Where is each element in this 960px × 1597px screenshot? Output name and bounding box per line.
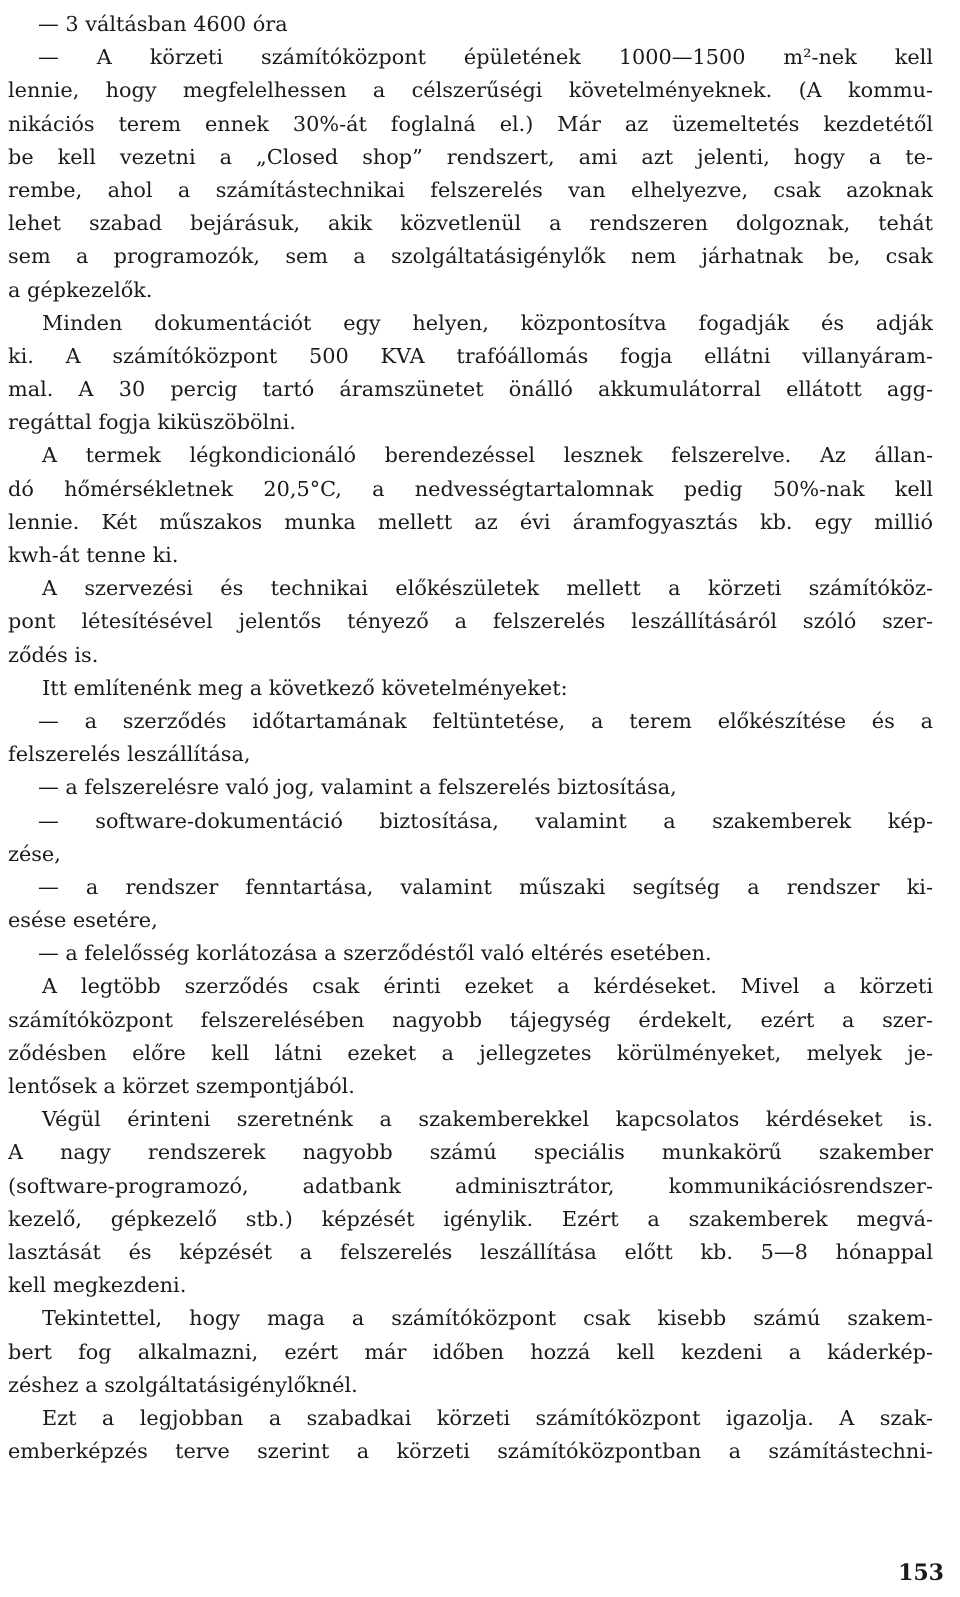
text-line: zéshez a szolgáltatásigénylőknél. — [8, 1372, 358, 1397]
text-line: be kell vezetni a „Closed shop” rendszert, ami azt jelenti, hogy a te- — [8, 144, 933, 169]
document-body — [8, 8, 933, 1468]
text-line: rembe, ahol a számítástechnikai felszerelés van elhelyezve, csak azoknak — [8, 177, 933, 202]
text-line: Itt említenénk meg a következő követelményeket: — [42, 675, 568, 700]
text-line: ződés is. — [8, 642, 99, 667]
text-line: lennie. Két műszakos munka mellett az évi áramfogyasztás kb. egy millió — [8, 509, 933, 534]
text-line: (software-programozó, adatbank adminisztrátor, kommunikációsrendszer- — [8, 1173, 933, 1198]
text-line: — a felszerelésre való jog, valamint a felszerelés biztosítása, — [38, 775, 677, 800]
text-line: A legtöbb szerződés csak érinti ezeket a kérdéseket. Mivel a körzeti — [42, 974, 933, 999]
text-line: kwh-át tenne ki. — [8, 543, 179, 567]
page-number: 153 — [898, 1560, 944, 1586]
text-line: dó hőmérsékletnek 20,5°C, a nedvességtartalomnak pedig 50%-nak kell — [8, 476, 933, 501]
text-line: kezelő, gépkezelő stb.) képzését igénylik. Ezért a szakemberek megvá- — [8, 1206, 933, 1231]
text-line: zése, — [8, 841, 61, 866]
text-line: lasztását és képzését a felszerelés leszállítása előtt kb. 5—8 hónappal — [8, 1239, 933, 1264]
text-line: A szervezési és technikai előkészületek mellett a körzeti számítóköz- — [42, 576, 933, 601]
text-line: sem a programozók, sem a szolgáltatásigénylők nem járhatnak be, csak — [8, 244, 933, 269]
text-line: — software-dokumentáció biztosítása, valamint a szakemberek kép- — [38, 808, 933, 833]
text-line: számítóközpont felszerelésében nagyobb tájegység érdekelt, ezért a szer- — [8, 1007, 933, 1032]
text-line: lehet szabad bejárásuk, akik közvetlenül a rendszeren dolgoznak, tehát — [8, 211, 933, 236]
text-line: — A körzeti számítóközpont épületének 1000—1500 m²-nek kell — [38, 45, 933, 70]
text-line: pont létesítésével jelentős tényező a felszerelés leszállításáról szóló szer- — [8, 609, 933, 634]
text-line: — a felelősség korlátozása a szerződéstől való eltérés esetében. — [38, 941, 712, 966]
text-line: — a rendszer fenntartása, valamint műszaki segítség a rendszer ki- — [38, 874, 933, 899]
text-line: — 3 váltásban 4600 óra — [38, 12, 288, 36]
text-line: mal. A 30 percig tartó áramszünetet önálló akkumulátorral ellátott agg- — [8, 377, 933, 402]
text-line: A termek légkondicionáló berendezéssel lesznek felszerelve. Az állan- — [42, 443, 933, 468]
text-line: ki. A számítóközpont 500 KVA trafóállomás fogja ellátni villanyáram- — [8, 343, 933, 368]
text-line: esése esetére, — [8, 908, 158, 933]
text-line: A nagy rendszerek nagyobb számú speciális munkakörű szakember — [8, 1140, 933, 1165]
text-line: Végül érinteni szeretnénk a szakemberekkel kapcsolatos kérdéseket is. — [42, 1107, 933, 1132]
text-line: — a szerződés időtartamának feltüntetése, a terem előkészítése és a — [38, 708, 933, 733]
text-line: lentősek a körzet szempontjából. — [8, 1074, 355, 1098]
text-line: regáttal fogja kiküszöbölni. — [8, 410, 296, 435]
text-line: Ezt a legjobban a szabadkai körzeti számítóközpont igazolja. A szak- — [42, 1405, 933, 1430]
text-line: Tekintettel, hogy maga a számítóközpont csak kisebb számú szakem- — [42, 1306, 933, 1331]
text-line: felszerelés leszállítása, — [8, 742, 251, 767]
text-line: ződésben előre kell látni ezeket a jellegzetes körülményeket, melyek je- — [8, 1040, 933, 1065]
text-line: nikációs terem ennek 30%-át foglalná el.) Már az üzemeltetés kezdetétől — [8, 111, 933, 136]
text-line: kell megkezdeni. — [8, 1273, 187, 1298]
text-line: bert fog alkalmazni, ezért már időben hozzá kell kezdeni a káderkép- — [8, 1339, 933, 1364]
text-line: lennie, hogy megfelelhessen a célszerűségi követelményeknek. (A kommu- — [8, 78, 933, 103]
text-line: Minden dokumentációt egy helyen, központosítva fogadják és adják — [42, 310, 933, 335]
text-line: a gépkezelők. — [8, 277, 153, 302]
text-line: emberképzés terve szerint a körzeti számítóközpontban a számítástechni- — [8, 1439, 933, 1464]
